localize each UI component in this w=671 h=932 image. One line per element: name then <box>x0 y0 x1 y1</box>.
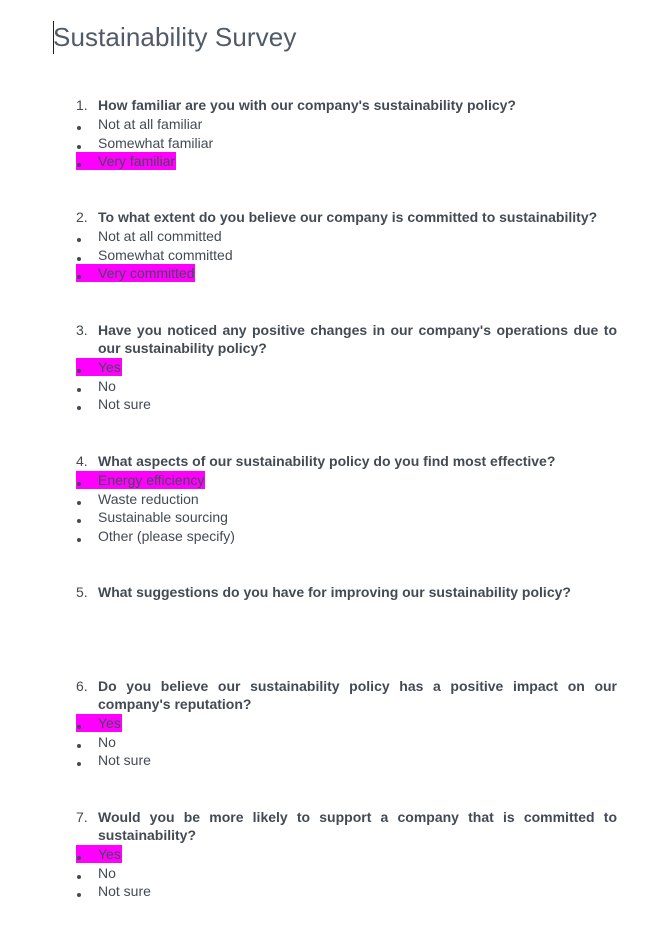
question-number: 2. <box>76 209 88 225</box>
question-number: 7. <box>76 809 88 825</box>
option-highlight <box>76 845 122 863</box>
option-item[interactable] <box>76 246 234 265</box>
question-number: 4. <box>76 453 88 469</box>
option-label: No <box>98 864 116 881</box>
option-item[interactable] <box>76 152 214 171</box>
question-number: 1. <box>76 97 88 113</box>
option-label: Yes <box>98 359 121 375</box>
option-item[interactable] <box>76 115 214 134</box>
option-item[interactable] <box>76 264 234 283</box>
question-number: 6. <box>76 678 88 694</box>
option-highlight <box>76 864 117 882</box>
option-highlight <box>76 471 205 489</box>
option-item[interactable] <box>76 751 152 770</box>
option-item[interactable] <box>76 733 152 752</box>
option-highlight <box>76 377 117 395</box>
question-number: 5. <box>76 584 88 600</box>
option-label: Yes <box>98 846 121 862</box>
option-item[interactable] <box>76 882 152 901</box>
option-item[interactable] <box>76 490 236 509</box>
option-highlight <box>76 227 223 245</box>
question-text[interactable]: How familiar are you with our company's sustainability policy? <box>98 97 516 113</box>
option-item[interactable] <box>76 527 236 546</box>
option-label: Not sure <box>98 883 151 900</box>
option-item[interactable] <box>76 508 236 527</box>
option-item[interactable] <box>76 134 214 153</box>
option-list <box>76 845 152 901</box>
option-label: Very committed <box>98 265 195 282</box>
option-item[interactable] <box>76 864 152 883</box>
option-label: No <box>98 377 116 394</box>
option-label: Energy efficiency <box>98 472 205 488</box>
option-label: Sustainable sourcing <box>98 509 228 526</box>
question-text[interactable]: Do you believe our sustainability policy has a positive impact on our company's reputation? <box>98 678 617 712</box>
question-text[interactable]: Would you be more likely to support a company that is committed to sustainability? <box>98 809 617 843</box>
option-item[interactable] <box>76 845 152 864</box>
option-label: Very familiar <box>98 153 176 170</box>
option-item[interactable] <box>76 395 152 414</box>
option-item[interactable] <box>76 377 152 396</box>
option-item[interactable] <box>76 227 234 246</box>
option-label: Somewhat committed <box>98 246 233 263</box>
option-item[interactable] <box>76 358 152 377</box>
option-label: No <box>98 733 116 750</box>
question-text[interactable]: What suggestions do you have for improving our sustainability policy? <box>98 584 571 600</box>
question-text[interactable]: What aspects of our sustainability policy do you find most effective? <box>98 453 556 469</box>
question-text[interactable]: To what extent do you believe our company is committed to sustainability? <box>98 209 598 225</box>
option-list <box>76 471 236 545</box>
option-highlight <box>76 751 152 769</box>
option-list <box>76 115 214 171</box>
option-highlight <box>76 527 236 545</box>
option-highlight <box>76 490 200 508</box>
option-item[interactable] <box>76 714 152 733</box>
option-list <box>76 227 234 283</box>
option-highlight <box>76 714 122 732</box>
option-label: Other (please specify) <box>98 527 235 544</box>
option-highlight <box>76 134 214 152</box>
option-label: Not at all familiar <box>98 116 203 132</box>
question-number: 3. <box>76 322 88 338</box>
question-text[interactable]: Have you noticed any positive changes in our company's operations due to our sustainability policy? <box>98 322 617 356</box>
option-label: Not sure <box>98 752 151 769</box>
option-label: Not sure <box>98 396 151 413</box>
option-highlight <box>76 246 234 264</box>
document-title[interactable]: Sustainability Survey <box>53 22 297 52</box>
option-item[interactable] <box>76 471 236 490</box>
option-highlight <box>76 508 229 526</box>
option-label: Somewhat familiar <box>98 134 214 151</box>
option-highlight <box>76 115 203 133</box>
option-label: Waste reduction <box>98 490 199 507</box>
option-label: Not at all committed <box>98 228 222 244</box>
option-list <box>76 714 152 770</box>
option-highlight <box>76 358 122 376</box>
option-list <box>76 358 152 414</box>
option-highlight <box>76 395 152 413</box>
option-highlight <box>76 882 152 900</box>
option-highlight <box>76 264 195 282</box>
option-label: Yes <box>98 715 121 731</box>
option-highlight <box>76 733 117 751</box>
option-highlight <box>76 152 176 170</box>
